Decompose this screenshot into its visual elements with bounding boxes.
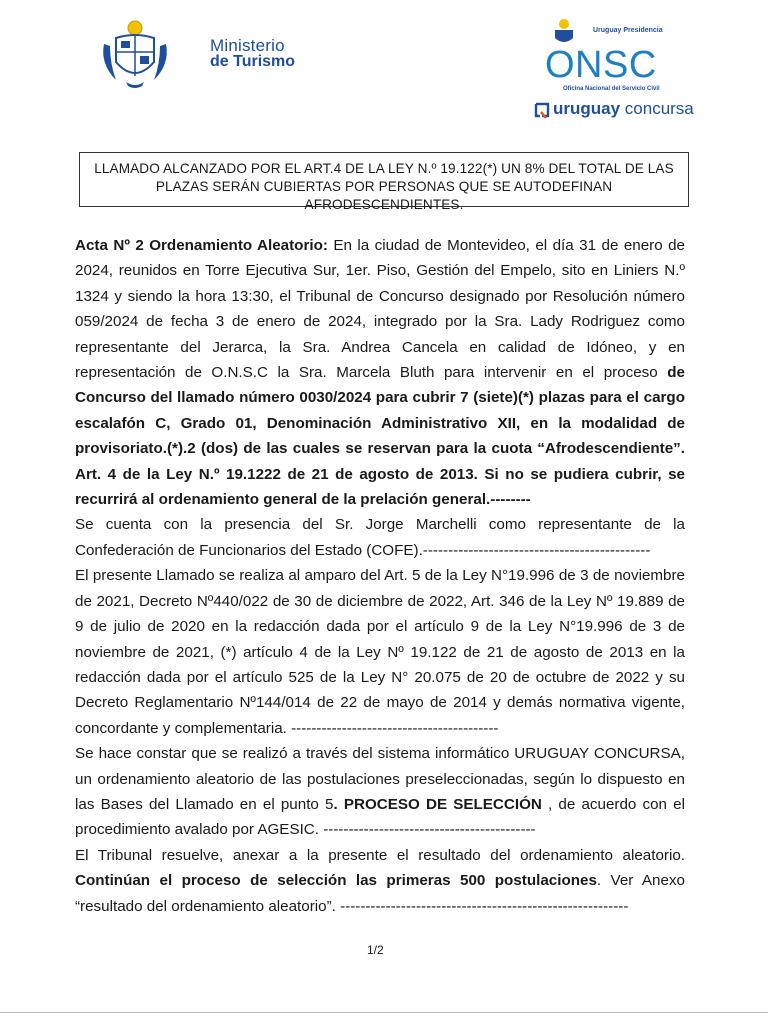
resolucion-bold: Continúan el proceso de selección las primeras 500 postulaciones bbox=[75, 872, 597, 890]
acta-bold-text: de Concurso del llamado número 0030/2024 para cubrir 7 (siete)(*) plazas para el cargo escalafón C, Grado 01, Denominación Administrativo XII, en la modalidad de provisoriato.(*).2 (dos) de las cuales se reservan para la cuota “Afrodescendiente”. Art. 4 de la Ley N.º 19.1222 de 21 de agosto de 2013. Si no se pudiera cubrir, se recurrirá al ordenamiento general de la prelación general.-------- bbox=[75, 364, 685, 509]
notice-box bbox=[79, 152, 689, 212]
uruguay-concursa-logo-text bbox=[553, 99, 694, 119]
paragraph-resolucion bbox=[75, 843, 685, 919]
sistema-bold: . PROCESO DE SELECCIÓN bbox=[333, 795, 542, 813]
paragraph-sistema bbox=[75, 741, 685, 843]
resolucion-text: El Tribunal resuelve, anexar a la presente el resultado del ordenamiento aleatorio. bbox=[75, 846, 685, 864]
notice-text: LLAMADO ALCANZADO POR EL ART.4 DE LA LEY N.º 19.122(*) UN 8% DEL TOTAL DE LAS PLAZAS SERÁN CUBIERTAS POR PERSONAS QUE SE AUTODEFINAN AFRODESCENDIENTES. bbox=[94, 161, 674, 212]
onsc-subtitle: Oficina Nacional del Servicio Civil bbox=[563, 86, 660, 92]
presidencia-label: Uruguay Presidencia bbox=[593, 27, 663, 34]
uc-part2: concursa bbox=[620, 99, 694, 118]
acta-title: Acta Nº 2 Ordenamiento Aleatorio: bbox=[75, 237, 328, 254]
page-number: 1/2 bbox=[367, 943, 384, 957]
ministry-name bbox=[210, 38, 295, 70]
uruguay-concursa-icon bbox=[533, 102, 551, 120]
ministry-line2: de Turismo bbox=[210, 53, 296, 70]
presidencia-seal-icon bbox=[551, 18, 577, 46]
uruguay-coat-of-arms-logo bbox=[96, 18, 174, 90]
scan-edge-line bbox=[0, 1012, 768, 1013]
sistema-text: Se hace constar que se realizó a través del sistema informático URUGUAY CONCURSA, un ordenamiento aleatorio de las postulaciones preseleccionadas, según lo dispuesto en las Bases del Llamado en el punto 5 bbox=[75, 745, 685, 813]
sistema-end: , de acuerdo con el procedimiento avalado por AGESIC. ------------------------------------------ bbox=[75, 795, 685, 839]
onsc-logo-text: ONSC bbox=[545, 44, 657, 86]
uc-part1: uruguay bbox=[553, 99, 621, 118]
acta-text: En la ciudad de Montevideo, el día 31 de enero de 2024, reunidos en Torre Ejecutiva Sur, 1er. Piso, Gestión del Empelo, sito en Liniers N.º 1324 y siendo la hora 13:30, el Tribunal de Concurso designado por Resolución número 059/2024 de fecha 3 de enero de 2024, integrado por la Sra. Lady Rodriguez como representante del Jerarca, la Sra. Andrea Cancela en calidad de Idóneo, y en representación de O.N.S.C la Sra. Marcela Bluth para intervenir en el proceso bbox=[75, 237, 686, 382]
resolucion-end: . Ver Anexo “resultado del ordenamiento aleatorio”. --------------------------------------------------------- bbox=[75, 872, 685, 915]
paragraph-cofe: Se cuenta con la presencia del Sr. Jorge Marchelli como representante de la Confederación de Funcionarios del Estado (COFE).--------------------------------------------- bbox=[75, 516, 685, 559]
document-body bbox=[75, 233, 685, 919]
ministry-line1: Ministerio bbox=[210, 36, 285, 55]
paragraph-legal: El presente Llamado se realiza al amparo del Art. 5 de la Ley N°19.996 de 3 de noviembre de 2021, Decreto Nº440/022 de 30 de diciembre de 2022, Art. 346 de la Ley Nº 19.889 de 9 de julio de 2020 en la redacción dada por el artículo 9 de la Ley N°19.996 de 3 de noviembre de 2021, (*) artículo 4 de la Ley Nº 19.122 de 21 de agosto de 2013 en la redacción dada por el artículo 525 de la Ley N° 20.075 de 20 de octubre de 2022 y su Decreto Reglamentario Nº144/014 de 22 de mayo de 2014 y demás normativa vigente, concordante y complementaria. ----------------------------------------- bbox=[75, 567, 685, 737]
paragraph-acta bbox=[75, 233, 685, 512]
